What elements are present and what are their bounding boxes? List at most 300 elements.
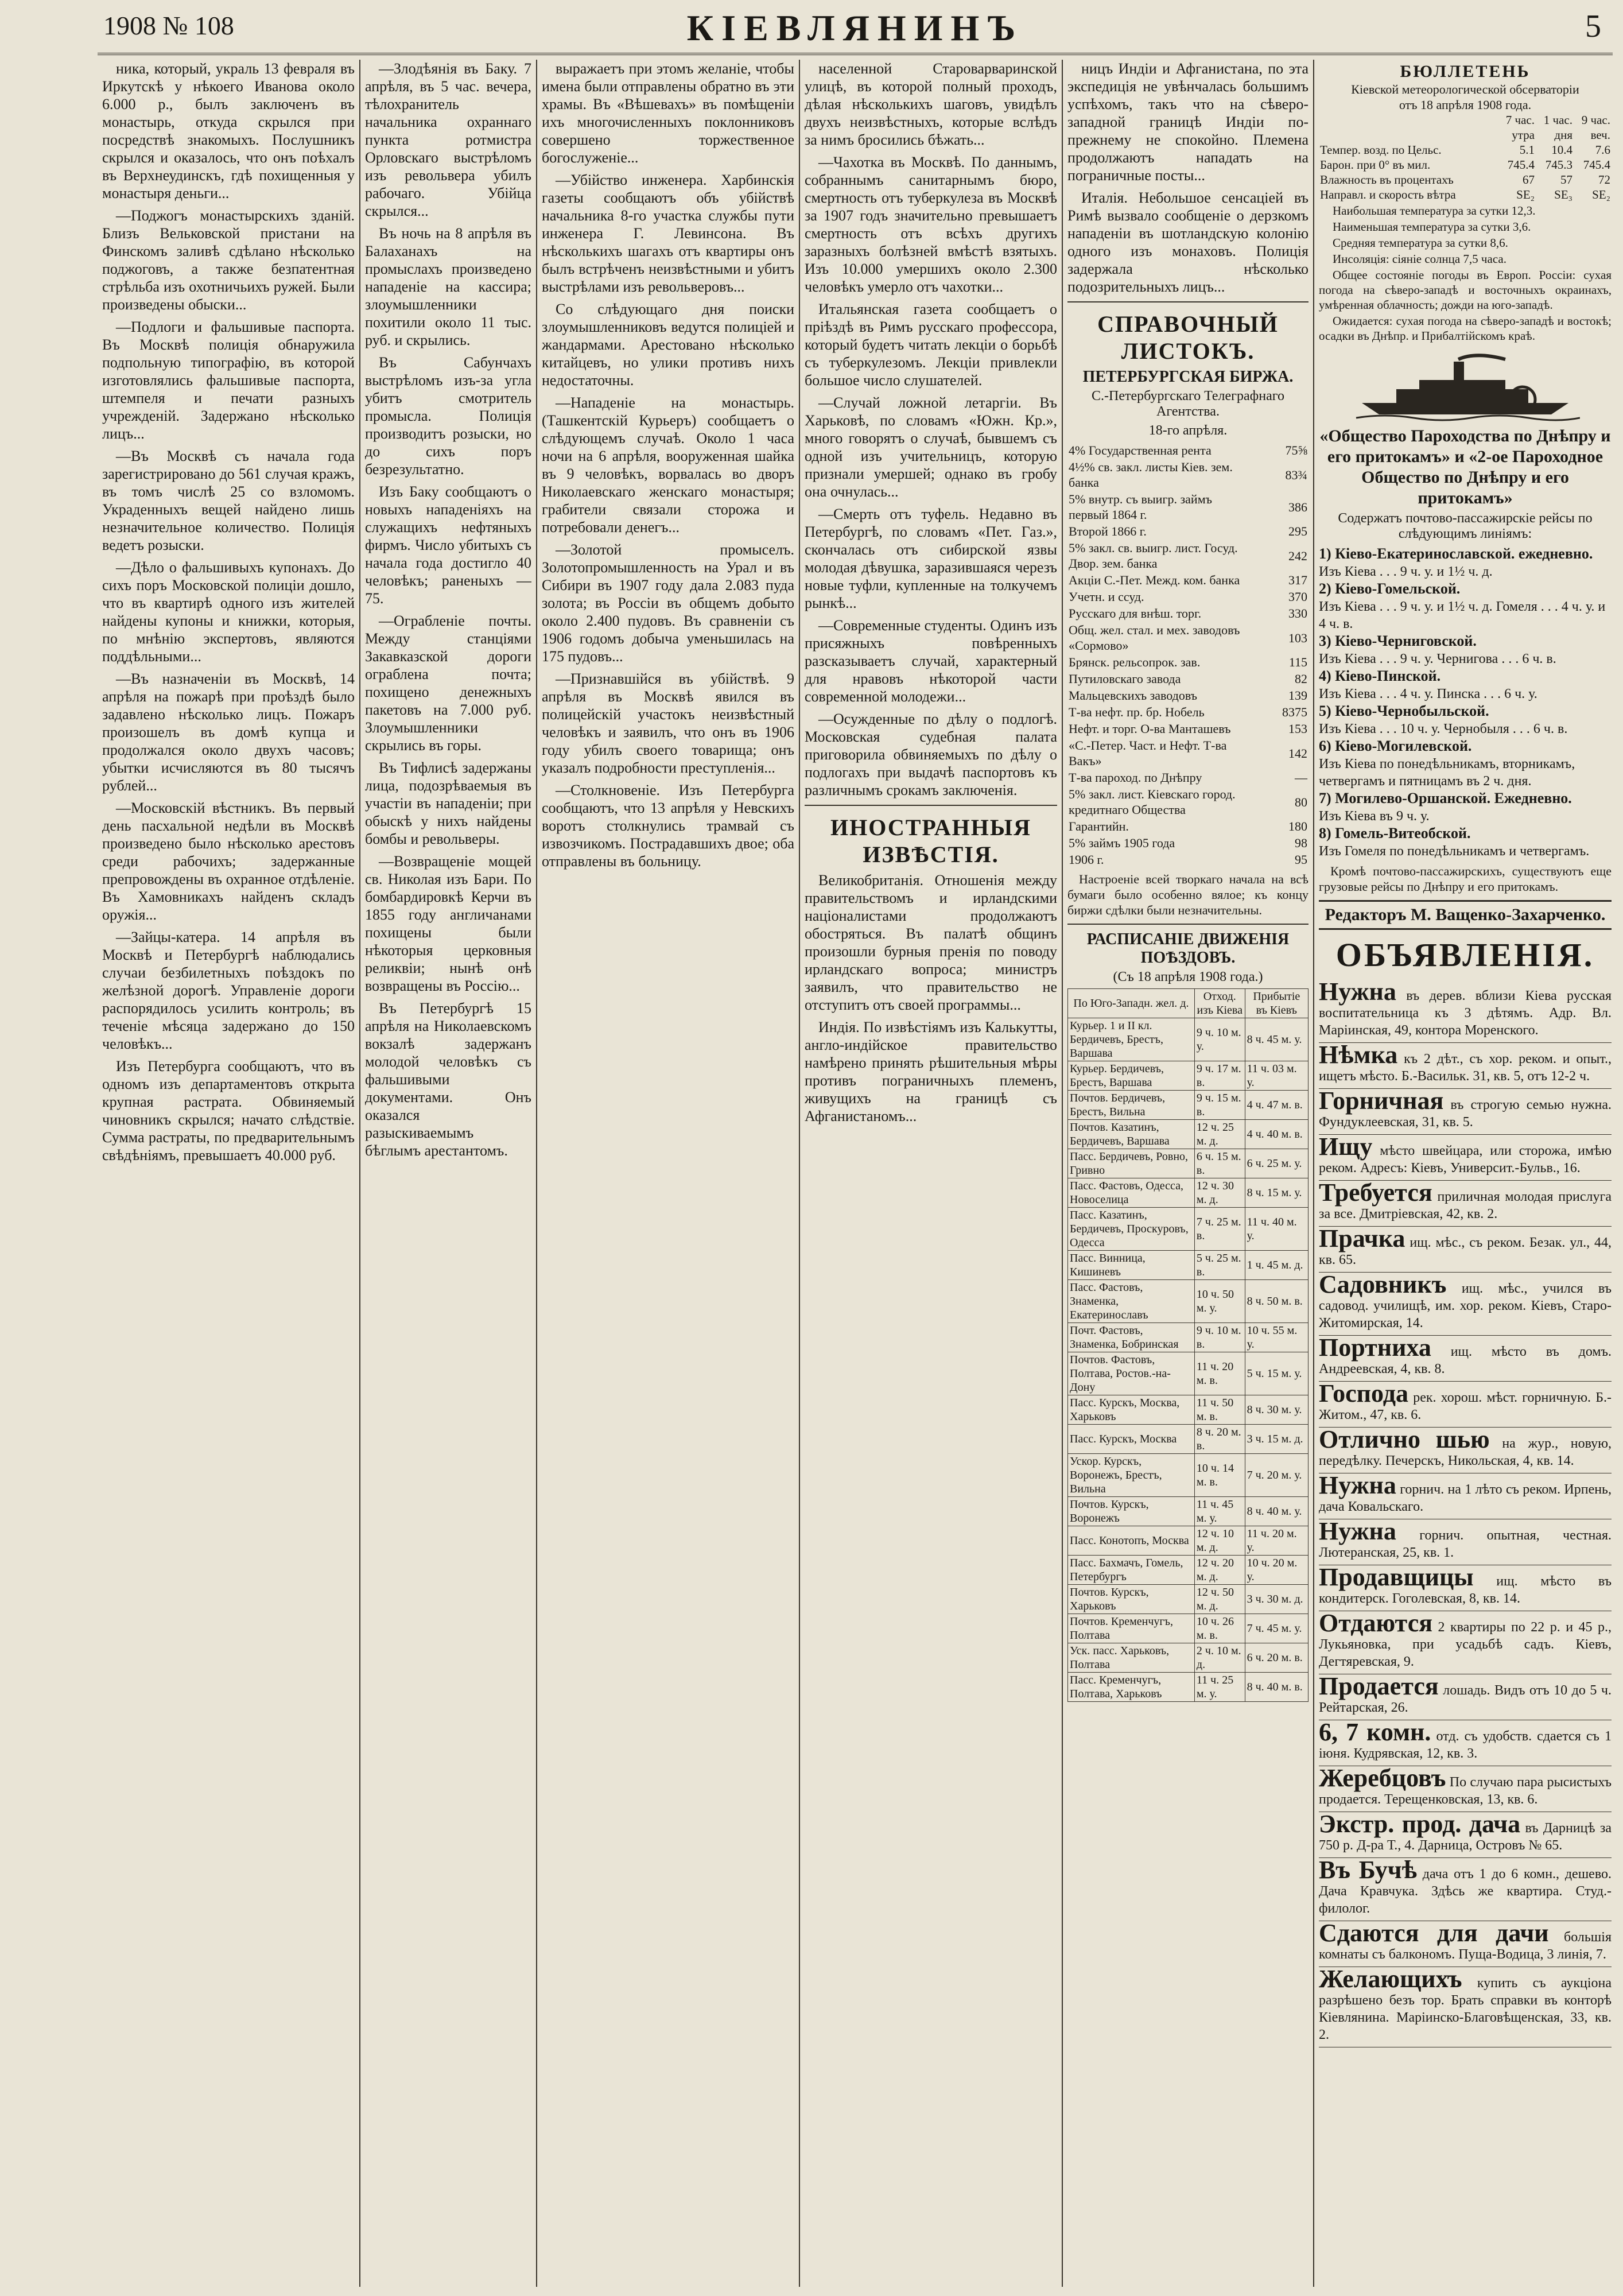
weather-label: Барон. при 0° въ мил.: [1320, 158, 1431, 172]
weather-note: Общее состояніе погоды въ Европ. Россіи: сухая погода на сѣверо-западѣ и восточныхъ окраинахъ, умѣренная облачность; дожди на юго-западѣ.: [1319, 268, 1612, 312]
train-arrival: 11 ч. 20 м. у.: [1245, 1526, 1308, 1556]
route-details: Изъ Гомеля по понедѣльникамъ и четвергамъ.: [1319, 844, 1590, 859]
classified-ad: [1319, 1333, 1612, 1382]
train-departure: 9 ч. 10 м. в.: [1194, 1323, 1245, 1352]
reference-sheet-heading: СПРАВОЧНЫЙ ЛИСТОКЪ.: [1097, 311, 1279, 364]
page-number: 5: [1585, 9, 1601, 44]
ad-text: большія комнаты съ балкономъ. Пуща-Водица, 3 линія, 7.: [1319, 1930, 1612, 1962]
train-row: [1068, 1251, 1309, 1280]
train-row: [1068, 1425, 1309, 1454]
weather-value: 67: [1523, 173, 1535, 187]
exchange-agency: С.-Петербургскаго Телеграфнаго Агентства.: [1092, 389, 1284, 419]
train-arrival: 8 ч. 40 м. у.: [1245, 1497, 1308, 1526]
weather-col-header: 9 час. веч.: [1581, 113, 1610, 142]
train-row: [1068, 1497, 1309, 1526]
train-arrival: 10 ч. 20 м. у.: [1245, 1556, 1308, 1585]
timetable: [1067, 988, 1309, 1702]
classified-ad: [1319, 1425, 1612, 1473]
security-name: Путиловскаго завода: [1069, 672, 1181, 686]
timetable-header: Прибытіе въ Кіевъ: [1245, 989, 1308, 1018]
news-paragraph: Въ Петербургѣ 15 апрѣля на Николаевскомъ вокзалѣ задержанъ молодой человѣкъ съ фальшивыми документами. Онъ оказался разыскиваемымъ бѣглымъ арестантомъ.: [365, 1000, 531, 1159]
ad-keyword: Жеребцовъ: [1319, 1764, 1446, 1792]
column-5-articles: [1067, 60, 1309, 296]
column-rule: [799, 60, 800, 2287]
foreign-news-heading: ИНОСТРАННЫЯ ИЗВѢСТІЯ.: [830, 815, 1031, 867]
train-route: Почтов. Казатинъ, Бердичевъ, Варшава: [1068, 1120, 1195, 1149]
exchange-row: [1067, 769, 1309, 786]
ad-keyword: Ищу: [1319, 1133, 1373, 1161]
steamship-routes: [1319, 545, 1612, 860]
ad-keyword: Портниха: [1319, 1333, 1431, 1362]
security-quote: 317: [1288, 573, 1307, 587]
train-departure: 10 ч. 50 м. у.: [1194, 1280, 1245, 1323]
security-name: Общ. жел. стал. и мех. заводовъ «Сормово»: [1069, 623, 1240, 653]
security-quote: 153: [1288, 722, 1307, 736]
ad-text: въ дерев. вблизи Кіева русская воспитательница къ 3 дѣтямъ. Адр. Вл. Маріинская, 49, контора Моренского.: [1319, 988, 1612, 1038]
train-route: Пасс. Фастовъ, Знаменка, Екатеринославъ: [1068, 1280, 1195, 1323]
column-5: [1067, 60, 1309, 2287]
classified-ad: [1319, 1270, 1612, 1336]
weather-value: SE₃: [1554, 188, 1572, 201]
train-row: [1068, 1208, 1309, 1251]
steamship-society-intro: Содержатъ почтово-пассажирскіе рейсы по слѣдующимъ линіямъ:: [1338, 511, 1593, 541]
ad-text: приличная молодая прислуга за все. Дмитріевская, 42, кв. 2.: [1319, 1189, 1612, 1221]
news-paragraph: —Московскій вѣстникъ. Въ первый день пасхальной недѣли въ Москвѣ произведено было нѣсколько арестовъ среди рабочихъ; задержанные препровождены въ охранное отдѣленіе. Въ Хамовникахъ найденъ складъ оружія...: [102, 800, 355, 923]
classified-ad: [1319, 1812, 1612, 1858]
ad-keyword: Нѣмка: [1319, 1041, 1398, 1069]
classified-ad: [1319, 1611, 1612, 1674]
weather-note: Наибольшая температура за сутки 12,3.: [1333, 204, 1536, 218]
weather-label: Направл. и скорость вѣтра: [1320, 188, 1456, 201]
steamship-society-heading: «Общество Пароходства по Днѣпру и его притокамъ» и «2-ое Пароходное Общество по Днѣпру и его притокамъ»: [1319, 426, 1611, 507]
route-details: Изъ Кіева . . . 9 ч. у. и 1½ ч. д.: [1319, 564, 1493, 579]
route-details: Изъ Кіева . . . 9 ч. у. Чернигова . . . 6 ч. в.: [1319, 651, 1556, 666]
news-paragraph: —Признавшійся въ убійствѣ. 9 апрѣля въ Москвѣ явился въ полицейскій участокъ неизвѣстный человѣкъ и заявилъ, что онъ въ 1906 году убилъ своего товарища; онъ указалъ подробности преступленія...: [542, 670, 794, 776]
train-row: [1068, 1018, 1309, 1061]
ad-keyword: Продается: [1319, 1672, 1439, 1700]
security-quote: 95: [1295, 852, 1307, 867]
column-rule: [1062, 60, 1063, 2287]
train-arrival: 4 ч. 47 м. в.: [1245, 1091, 1308, 1120]
bulletin-subtitle: Кіевской метеорологической обсерваторіи: [1351, 82, 1579, 96]
exchange-row: [1067, 654, 1309, 670]
ad-text: горнич. на 1 лѣто съ реком. Ирпень, дача Ковальскаго.: [1319, 1482, 1612, 1514]
train-route: Почтов. Курскъ, Харьковъ: [1068, 1585, 1195, 1614]
news-paragraph: —Нападеніе на монастырь. (Ташкентскій Курьеръ) сообщаетъ о слѣдующемъ случаѣ. Около 1 часа ночи на 6 апрѣля, вооруженная шайка въ 9 человѣкъ, ворвалась во дворъ Николаевскаго женскаго монастыря; грабители связали сторожа и потребовали денегъ...: [542, 394, 794, 536]
train-arrival: 7 ч. 45 м. у.: [1245, 1614, 1308, 1643]
column-6: [1319, 60, 1612, 2287]
steamship-route: [1319, 545, 1612, 580]
train-arrival: 1 ч. 45 м. д.: [1245, 1251, 1308, 1280]
exchange-row: [1067, 572, 1309, 588]
ad-keyword: Нужна: [1319, 1517, 1396, 1545]
exchange-row: [1067, 786, 1309, 818]
security-quote: 103: [1288, 630, 1307, 645]
train-departure: 6 ч. 15 м. в.: [1194, 1149, 1245, 1178]
security-quote: 242: [1288, 548, 1307, 563]
steamer-illustration: [1350, 354, 1580, 422]
security-quote: —: [1295, 770, 1307, 785]
train-route: Пасс. Кременчугъ, Полтава, Харьковъ: [1068, 1673, 1195, 1702]
exchange-row: [1067, 622, 1309, 654]
news-paragraph: населенной Староварваринской улицѣ, въ которой полный проходъ, дѣлая нѣсколькихъ шаговъ, увидѣлъ двухъ неизвѣстныхъ, которые вслѣдъ за нимъ бросились бѣжать...: [805, 60, 1057, 148]
classified-ad: [1319, 1766, 1612, 1812]
exchange-heading: ПЕТЕРБУРГСКАЯ БИРЖА.: [1082, 368, 1294, 386]
security-name: 4½% св. закл. листы Кіев. зем. банка: [1069, 460, 1233, 490]
train-route: Курьер. Бердичевъ, Брестъ, Варшава: [1068, 1061, 1195, 1091]
ad-text: рек. хорош. мѣст. горничную. Б.-Житом., 47, кв. 6.: [1319, 1390, 1612, 1422]
exchange-row: [1067, 523, 1309, 540]
ad-keyword: Продавщицы: [1319, 1563, 1474, 1591]
column-rule: [1313, 60, 1314, 2287]
classified-ad: [1319, 980, 1612, 1043]
security-quote: 180: [1288, 819, 1307, 833]
route-name: 5) Кіево-Чернобыльской.: [1319, 703, 1489, 719]
weather-value: 72: [1598, 173, 1610, 187]
train-arrival: 10 ч. 55 м. у.: [1245, 1323, 1308, 1352]
train-departure: 9 ч. 10 м. у.: [1194, 1018, 1245, 1061]
news-paragraph: —Въ назначеніи въ Москвѣ, 14 апрѣля на пожарѣ при проѣздѣ было задавлено нѣсколько лицъ. Пожаръ произошелъ въ домѣ купца и продолжался около двухъ часовъ; убытки исчисляются въ 80 тысячъ рублей...: [102, 670, 355, 794]
route-name: 1) Кіево-Екатеринославской. ежедневно.: [1319, 545, 1593, 562]
security-quote: 83¾: [1285, 467, 1307, 482]
news-paragraph: Изъ Баку сообщаютъ о новыхъ нападеніяхъ на служащихъ нефтяныхъ фирмъ. Число убитыхъ съ начала года достигло 40 человѣкъ; раненыхъ — 75.: [365, 483, 531, 607]
column-2-articles: [365, 60, 531, 1159]
train-departure: 8 ч. 20 м. в.: [1194, 1425, 1245, 1454]
exchange-row: [1067, 670, 1309, 687]
ad-text: мѣсто швейцара, или сторожа, имѣю реком. Адресъ: Кіевъ, Университ.-Бульв., 16.: [1319, 1143, 1612, 1176]
foreign-news: [805, 871, 1057, 1125]
classified-ad: [1319, 1178, 1612, 1227]
ad-text: въ Дарницѣ за 750 р. Д-ра Т., 4. Дарница, Островъ № 65.: [1319, 1821, 1612, 1853]
news-paragraph: Италія. Небольшое сенсаціей въ Римѣ вызвало сообщеніе о дерзкомъ нападеніи въ шотландскую колонію одного изъ монаховъ. Полиція задержала нѣсколько подозрительныхъ лицъ...: [1067, 189, 1309, 295]
security-name: Т-ва пароход. по Днѣпру: [1069, 770, 1202, 785]
exchange-row: [1067, 720, 1309, 737]
column-2: [365, 60, 531, 2287]
security-quote: 370: [1288, 589, 1307, 604]
steamship-note: Кромѣ почтово-пассажирскихъ, существуютъ еще грузовые рейсы по Днѣпру и его притокамъ.: [1319, 864, 1612, 894]
train-departure: 9 ч. 17 м. в.: [1194, 1061, 1245, 1091]
column-1: [102, 60, 355, 2287]
train-departure: 12 ч. 10 м. д.: [1194, 1526, 1245, 1556]
train-departure: 5 ч. 25 м. в.: [1194, 1251, 1245, 1280]
security-quote: 295: [1288, 524, 1307, 538]
ad-text: ищ. мѣсто въ домъ. Андреевская, 4, кв. 8.: [1319, 1344, 1612, 1376]
train-row: [1068, 1178, 1309, 1208]
ad-text: ищ. мѣс., учился въ садовод. училищѣ, им. хор. реком. Кіевъ, Старо-Житомирская, 14.: [1319, 1281, 1612, 1331]
weather-row: [1319, 187, 1612, 202]
steamship-route: [1319, 738, 1612, 790]
train-row: [1068, 1280, 1309, 1323]
train-route: Почтов. Кременчугъ, Полтава: [1068, 1614, 1195, 1643]
news-paragraph: Итальянская газета сообщаетъ о пріѣздѣ въ Римъ русскаго профессора, который будетъ читать лекціи о борьбѣ съ туберкулезомъ. Лекціи привлекли большое число слушателей.: [805, 301, 1057, 389]
steamship-route: [1319, 703, 1612, 738]
train-arrival: 3 ч. 15 м. д.: [1245, 1425, 1308, 1454]
train-route: Почтов. Фастовъ, Полтава, Ростов.-на-Дону: [1068, 1352, 1195, 1395]
security-name: Мальцевскихъ заводовъ: [1069, 688, 1198, 703]
ad-text: дача отъ 1 до 6 комн., дешево. Дача Кравчука. Здѣсь же квартира. Студ.-филолог.: [1319, 1867, 1612, 1916]
news-paragraph: Изъ Петербурга сообщаютъ, что въ одномъ изъ департаментовъ открыта крупная растрата. Обвиняемый чиновникъ скрылся; начато слѣдствіе. Сумма растраты, по предварительнымъ свѣдѣніямъ, превышаетъ 40.000 руб.: [102, 1058, 355, 1163]
weather-row: [1319, 142, 1612, 157]
exchange-date: 18-го апрѣля.: [1148, 423, 1228, 438]
classified-ad: [1319, 1089, 1612, 1135]
train-departure: 7 ч. 25 м. в.: [1194, 1208, 1245, 1251]
train-departure: 12 ч. 30 м. д.: [1194, 1178, 1245, 1208]
train-row: [1068, 1556, 1309, 1585]
train-route: Пасс. Курскъ, Москва: [1068, 1425, 1195, 1454]
weather-note: Инсоляція: сіяніе солнца 7,5 часа.: [1333, 252, 1506, 266]
security-quote: 82: [1295, 672, 1307, 686]
train-row: [1068, 1643, 1309, 1673]
weather-value: 745.3: [1545, 158, 1572, 172]
train-row: [1068, 1454, 1309, 1497]
ad-keyword: Горничная: [1319, 1087, 1444, 1115]
news-paragraph: ницъ Индіи и Афганистана, по эта экспедиція не увѣнчалась большимъ успѣхомъ, такъ что на сѣверо-западной границѣ Индіи по-прежнему не спокойно. Племена продолжаютъ нападать на пограничные посты...: [1067, 60, 1309, 184]
train-arrival: 7 ч. 20 м. у.: [1245, 1454, 1308, 1497]
train-arrival: 11 ч. 40 м. у.: [1245, 1208, 1308, 1251]
route-name: 3) Кіево-Черниговской.: [1319, 633, 1477, 649]
exchange-row: [1067, 737, 1309, 769]
train-row: [1068, 1352, 1309, 1395]
news-paragraph: —Злодѣянія въ Баку. 7 апрѣля, въ 5 час. вечера, тѣлохранитель начальника охраннаго пункта ротмистра Орловскаго выстрѣломъ изъ револьвера убилъ рабочаго. Убійца скрылся...: [365, 60, 531, 219]
ad-text: отд. съ удобств. сдается съ 1 іюня. Кудрявская, 12, кв. 3.: [1319, 1729, 1612, 1761]
train-row: [1068, 1526, 1309, 1556]
security-quote: 115: [1288, 655, 1307, 669]
train-row: [1068, 1149, 1309, 1178]
news-paragraph: —Поджогъ монастырскихъ зданій. Близъ Вельковской пристани на Финскомъ заливѣ сдѣлано нѣсколько поджоговъ, а также безпатентная стрѣльба изъ охотничьихъ ружей. Были произведены обыски...: [102, 207, 355, 313]
route-details: Изъ Кіева . . . 4 ч. у. Пинска . . . 6 ч. у.: [1319, 687, 1537, 701]
news-paragraph: выражаетъ при этомъ желаніе, чтобы имена были отправлены обратно въ эти храмы. Въ «Вѣшевахъ» въ помѣщеніи ихъ многочисленныхъ поклонниковъ совершено торжественное богослуженіе...: [542, 60, 794, 166]
news-paragraph: ника, который, украль 13 февраля въ Иркутскѣ у нѣкоего Иванова около 6.000 р., былъ заключенъ въ монастырь, откуда скрылся при посредствѣ знакомыхъ. Послушникъ скрылся и оказалось, что онъ поѣхалъ въ Верхнеудинскъ, гдѣ похищенныя у монастыря деньги...: [102, 60, 355, 201]
classified-ad: [1319, 1519, 1612, 1565]
classified-ad: [1319, 1224, 1612, 1273]
train-departure: 9 ч. 15 м. в.: [1194, 1091, 1245, 1120]
security-quote: 330: [1288, 606, 1307, 620]
news-paragraph: Въ Сабунчахъ выстрѣломъ изъ-за угла убитъ смотритель промысла. Полиція производитъ розыски, но до сихъ поръ безрезультатно.: [365, 354, 531, 478]
train-departure: 11 ч. 25 м. у.: [1194, 1673, 1245, 1702]
classified-ad: [1319, 1135, 1612, 1181]
train-departure: 11 ч. 20 м. в.: [1194, 1352, 1245, 1395]
train-departure: 12 ч. 20 м. д.: [1194, 1556, 1245, 1585]
news-paragraph: —Чахотка въ Москвѣ. По даннымъ, собраннымъ санитарнымъ бюро, смертность отъ туберкулеза въ Москвѣ за 1907 годъ значительно превышаетъ смертность отъ всѣхъ другихъ заразныхъ болѣзней вмѣстѣ взятыхъ. Изъ 10.000 умершихъ около 2.300 человѣкъ умерло отъ чахотки...: [805, 154, 1057, 295]
news-paragraph: —Въ Москвѣ съ начала года зарегистрировано до 561 случая кражъ, въ томъ числѣ 25 со взломомъ. Украденныхъ вещей найдено лишь незначительное количество. Полиція ведетъ розыски.: [102, 448, 355, 553]
train-departure: 2 ч. 10 м. д.: [1194, 1643, 1245, 1673]
train-route: Уск. пасс. Харьковъ, Полтава: [1068, 1643, 1195, 1673]
news-paragraph: —Золотой промыселъ. Золотопромышленность на Урал и въ Сибири въ 1907 году дала 2.083 пуда золота; въ Россіи въ общемъ добыто около 2.400 пудовъ. Въ сравненіи съ 1906 годомъ добыча уменьшилась на 175 пудовъ...: [542, 541, 794, 665]
ads-heading: ОБЪЯВЛЕНІЯ.: [1335, 936, 1595, 974]
ad-text: на жур., новую, передѣлку. Печерскъ, Никольская, 4, кв. 14.: [1319, 1436, 1612, 1468]
train-arrival: 6 ч. 25 м. у.: [1245, 1149, 1308, 1178]
issue-date: 1908 № 108: [103, 11, 234, 40]
classified-ad: [1319, 1858, 1612, 1921]
train-arrival: 11 ч. 03 м. у.: [1245, 1061, 1308, 1091]
weather-note: Средняя температура за сутки 8,6.: [1333, 236, 1508, 250]
ad-keyword: Отлично шью: [1319, 1425, 1490, 1453]
train-arrival: 8 ч. 45 м. у.: [1245, 1018, 1308, 1061]
weather-label: Влажность въ процентахъ: [1320, 173, 1454, 187]
train-arrival: 8 ч. 30 м. у.: [1245, 1395, 1308, 1425]
security-name: 5% внутр. съ выигр. займъ первый 1864 г.: [1069, 492, 1213, 522]
train-route: Пасс. Конотопъ, Москва: [1068, 1526, 1195, 1556]
news-paragraph: —Современные студенты. Одинъ изъ присяжныхъ повѣренныхъ разсказываетъ случай, характерный для нравовъ нѣкоторой части современной молодежи...: [805, 617, 1057, 705]
security-name: Гарантийн.: [1069, 819, 1129, 833]
train-route: Пасс. Фастовъ, Одесса, Новоселица: [1068, 1178, 1195, 1208]
weather-table: [1319, 113, 1612, 202]
train-arrival: 3 ч. 30 м. д.: [1245, 1585, 1308, 1614]
news-paragraph: —Возвращеніе мощей св. Николая изъ Бари. По бомбардировкѣ Керчи въ 1855 году англичанами похищены были нѣкоторыя церковныя реликвіи; нынѣ онѣ возвращены въ Россію...: [365, 853, 531, 994]
classified-ad: [1319, 1379, 1612, 1428]
news-paragraph: —Зайцы-катера. 14 апрѣля въ Москвѣ и Петербургѣ наблюдались случаи безбилетныхъ поѣздокъ по желѣзной дорогѣ. Управленіе дороги распорядилось усилить контроль; въ теченіе мѣсяца задержано до 150 человѣкъ...: [102, 929, 355, 1052]
classified-ad: [1319, 1967, 1612, 2047]
exchange-row: [1067, 459, 1309, 491]
news-paragraph: —Столкновеніе. Изъ Петербурга сообщаютъ, что 13 апрѣля у Невскихъ воротъ столкнулись трамвай съ извозчикомъ. Пострадавшихъ двое; оба отправлены въ больницу.: [542, 782, 794, 870]
train-row: [1068, 1614, 1309, 1643]
route-name: 4) Кіево-Пинской.: [1319, 668, 1441, 684]
train-route: Почтов. Курскъ, Воронежъ: [1068, 1497, 1195, 1526]
exchange-row: [1067, 835, 1309, 851]
security-quote: 98: [1295, 836, 1307, 850]
security-quote: 142: [1288, 746, 1307, 761]
column-4: [805, 60, 1057, 2287]
route-name: 6) Кіево-Могилевской.: [1319, 738, 1472, 754]
weather-value: 5.1: [1519, 143, 1535, 157]
route-name: 2) Кіево-Гомельской.: [1319, 580, 1461, 597]
security-quote: 8375: [1282, 705, 1307, 719]
column-rule: [536, 60, 537, 2287]
ad-text: въ строгую семью нужна. Фундуклеевская, 31, кв. 5.: [1319, 1097, 1612, 1130]
column-rule: [359, 60, 360, 2287]
ad-text: горнич. опытная, честная. Лютеранская, 25, кв. 1.: [1319, 1528, 1612, 1560]
ad-keyword: Отдаются: [1319, 1609, 1433, 1637]
train-departure: 11 ч. 50 м. в.: [1194, 1395, 1245, 1425]
steamship-route: [1319, 790, 1612, 825]
route-name: 8) Гомель-Витеобской.: [1319, 825, 1471, 841]
weather-value: 745.4: [1507, 158, 1535, 172]
steamship-route: [1319, 633, 1612, 668]
news-paragraph: Въ Тифлисѣ задержаны лица, подозрѣваемыя въ участіи въ нападеніи; при обыскѣ у нихъ найдены бомбы и револьверы.: [365, 759, 531, 847]
divider: [1067, 301, 1309, 302]
route-details: Изъ Кіева . . . 10 ч. у. Чернобыля . . . 6 ч. в.: [1319, 722, 1568, 736]
ad-keyword: Прачка: [1319, 1224, 1405, 1252]
security-name: 5% закл. лист. Кіевскаго город. кредитнаго Общества: [1069, 787, 1236, 817]
classified-ad: [1319, 1565, 1612, 1611]
exchange-row: [1067, 605, 1309, 622]
train-route: Ускор. Курскъ, Воронежъ, Брестъ, Вильна: [1068, 1454, 1195, 1497]
news-paragraph: Въ ночь на 8 апрѣля въ Балаханахъ на промыслахъ произведено нападеніе на кассира; злоумышленники похитили около 11 тыс. руб. и скрылись.: [365, 225, 531, 348]
foreign-news-paragraph: Индія. По извѣстіямъ изъ Калькутты, англо-индійское правительство намѣрено принять рѣшительныя мѣры противъ пограничныхъ племенъ, живущихъ на границѣ съ Афганистаномъ...: [805, 1019, 1057, 1124]
news-paragraph: —Ограбленіе почты. Между станціями Закавказской дороги ограблена почта; похищено денежныхъ пакетовъ на 7.000 руб. Злоумышленники скрылись въ горы.: [365, 612, 531, 754]
column-1-articles: [102, 60, 355, 1164]
news-paragraph: —Дѣло о фальшивыхъ купонахъ. До сихъ поръ Московской полиціи дошло, что въ квартирѣ одного изъ жителей найдены купоны и книжки, которыя, по мнѣнію экспертовъ, являются поддѣльными...: [102, 559, 355, 665]
news-paragraph: —Подлоги и фальшивые паспорта. Въ Москвѣ полиція обнаружила подпольную типографію, въ которой изготовлялись фальшивые паспорта, штемпеля и печати разныхъ учрежденій. Задержано нѣсколько лицъ...: [102, 319, 355, 442]
train-row: [1068, 1673, 1309, 1702]
steamship-route: [1319, 580, 1612, 633]
train-departure: 10 ч. 14 м. в.: [1194, 1454, 1245, 1497]
ad-keyword: Въ Бучѣ: [1319, 1856, 1417, 1884]
ad-keyword: Нужна: [1319, 1471, 1396, 1499]
classified-ad: [1319, 1674, 1612, 1720]
news-paragraph: Со слѣдующаго дня поиски злоумышленниковъ ведутся полиціей и жандармами. Арестовано нѣсколько китайцевъ, но улики противъ нихъ недостаточны.: [542, 301, 794, 389]
exchange-row: [1067, 704, 1309, 720]
security-name: Русскаго для внѣш. торг.: [1069, 606, 1202, 620]
weather-notes: [1319, 203, 1612, 343]
train-route: Пасс. Бердичевъ, Ровно, Гривно: [1068, 1149, 1195, 1178]
news-paragraph: —Смерть отъ туфель. Недавно въ Петербургѣ, по словамъ «Пет. Газ.», скончалась отъ сибирской язвы молодая дѣвушка, заразившаяся черезъ новые туфли, купленные на толкучемъ рынкѣ...: [805, 506, 1057, 611]
security-name: Учетн. и ссуд.: [1069, 589, 1144, 604]
weather-note: Ожидается: сухая погода на сѣверо-западѣ и востокѣ; осадки въ Днѣпр. и Прибалтійскомъ краѣ.: [1319, 314, 1612, 343]
route-details: Изъ Кіева . . . 9 ч. у. и 1½ ч. д. Гомеля . . . 4 ч. у. и 4 ч. в.: [1319, 599, 1606, 631]
weather-value: SE₂: [1516, 188, 1535, 201]
ad-keyword: Нужна: [1319, 978, 1396, 1006]
weather-col-header: 7 час. утра: [1505, 113, 1535, 142]
security-name: 4% Государственная рента: [1069, 443, 1212, 457]
exchange-row: [1067, 588, 1309, 605]
divider: [805, 805, 1057, 806]
exchange-row: [1067, 540, 1309, 572]
weather-value: SE₂: [1592, 188, 1610, 201]
security-name: Т-ва нефт. пр. бр. Нобель: [1069, 705, 1205, 719]
weather-row: [1319, 157, 1612, 172]
foreign-news-paragraph: Великобританія. Отношенія между правительствомъ и ирландскими націоналистами продолжаютъ обостряться. Въ палатѣ общинъ произошли бурныя пренія по поводу ирландскаго вопроса; министръ заявилъ, что правительство не отступитъ отъ своей программы...: [805, 872, 1057, 1013]
exchange-row: [1067, 442, 1309, 459]
weather-value: 57: [1560, 173, 1572, 187]
train-route: Пасс. Казатинъ, Бердичевъ, Проскуровъ, Одесса: [1068, 1208, 1195, 1251]
train-route: Почтов. Бердичевъ, Брестъ, Вильна: [1068, 1091, 1195, 1120]
train-arrival: 8 ч. 15 м. у.: [1245, 1178, 1308, 1208]
ad-keyword: Экстр. прод. дача: [1319, 1810, 1521, 1838]
weather-row: [1319, 172, 1612, 187]
security-name: 5% займъ 1905 года: [1069, 836, 1175, 850]
editor-line: Редакторъ М. Ващенко-Захарченко.: [1319, 900, 1612, 930]
ad-text: ищ. мѣс., съ реком. Безак. ул., 44, кв. 65.: [1319, 1235, 1612, 1267]
security-name: Второй 1866 г.: [1069, 524, 1147, 538]
ad-text: къ 2 дѣт., съ хор. реком. и опыт., ищетъ мѣсто. Б.-Васильк. 31, кв. 5, отъ 12-2 ч.: [1319, 1052, 1612, 1084]
security-name: Нефт. и торг. О-ва Манташевъ: [1069, 722, 1231, 736]
ad-text: лошадь. Видъ отъ 10 до 5 ч. Рейтарская, 26.: [1319, 1683, 1612, 1715]
train-row: [1068, 1061, 1309, 1091]
weather-label: Темпер. возд. по Цельс.: [1320, 143, 1442, 157]
news-paragraph: —Осужденные по дѣлу о подлогѣ. Московская судебная палата приговорила обвиняемыхъ по дѣлу о подлогахъ при выдачѣ паспортовъ къ различнымъ срокамъ заключенія.: [805, 711, 1057, 798]
ad-keyword: Требуется: [1319, 1178, 1432, 1207]
train-departure: 11 ч. 45 м. у.: [1194, 1497, 1245, 1526]
ad-text: 2 квартиры по 22 р. и 45 р., Лукьяновка, при усадьбѣ садъ. Кіевъ, Дегтяревская, 9.: [1319, 1620, 1612, 1669]
bulletin-date: отъ 18 апрѣля 1908 года.: [1399, 98, 1532, 112]
bulletin-heading: БЮЛЛЕТЕНЬ: [1400, 62, 1531, 81]
weather-value: 7.6: [1595, 143, 1610, 157]
train-arrival: 5 ч. 15 м. у.: [1245, 1352, 1308, 1395]
route-details: Изъ Кіева въ 9 ч. у.: [1319, 809, 1430, 824]
ad-keyword: Господа: [1319, 1379, 1408, 1407]
security-name: «С.-Петер. Част. и Нефт. Т-ва Вакъ»: [1069, 738, 1227, 768]
security-quote: 139: [1288, 688, 1307, 703]
column-3-articles: [542, 60, 794, 870]
exchange-row: [1067, 818, 1309, 835]
ad-keyword: Сдаются для дачи: [1319, 1919, 1549, 1947]
train-arrival: 8 ч. 40 м. в.: [1245, 1673, 1308, 1702]
train-departure: 10 ч. 26 м. в.: [1194, 1614, 1245, 1643]
train-row: [1068, 1585, 1309, 1614]
train-arrival: 4 ч. 40 м. в.: [1245, 1120, 1308, 1149]
classified-ad: [1319, 1720, 1612, 1766]
security-quote: 386: [1288, 499, 1307, 514]
classified-ad: [1319, 1043, 1612, 1089]
exchange-row: [1067, 851, 1309, 868]
exchange-row: [1067, 687, 1309, 704]
train-route: Курьер. 1 и II кл. Бердичевъ, Брестъ, Варшава: [1068, 1018, 1195, 1061]
weather-value: 745.4: [1583, 158, 1610, 172]
train-route: Почт. Фастовъ, Знаменка, Бобринская: [1068, 1323, 1195, 1352]
classified-ad: [1319, 1921, 1612, 1967]
divider: [1067, 924, 1309, 925]
